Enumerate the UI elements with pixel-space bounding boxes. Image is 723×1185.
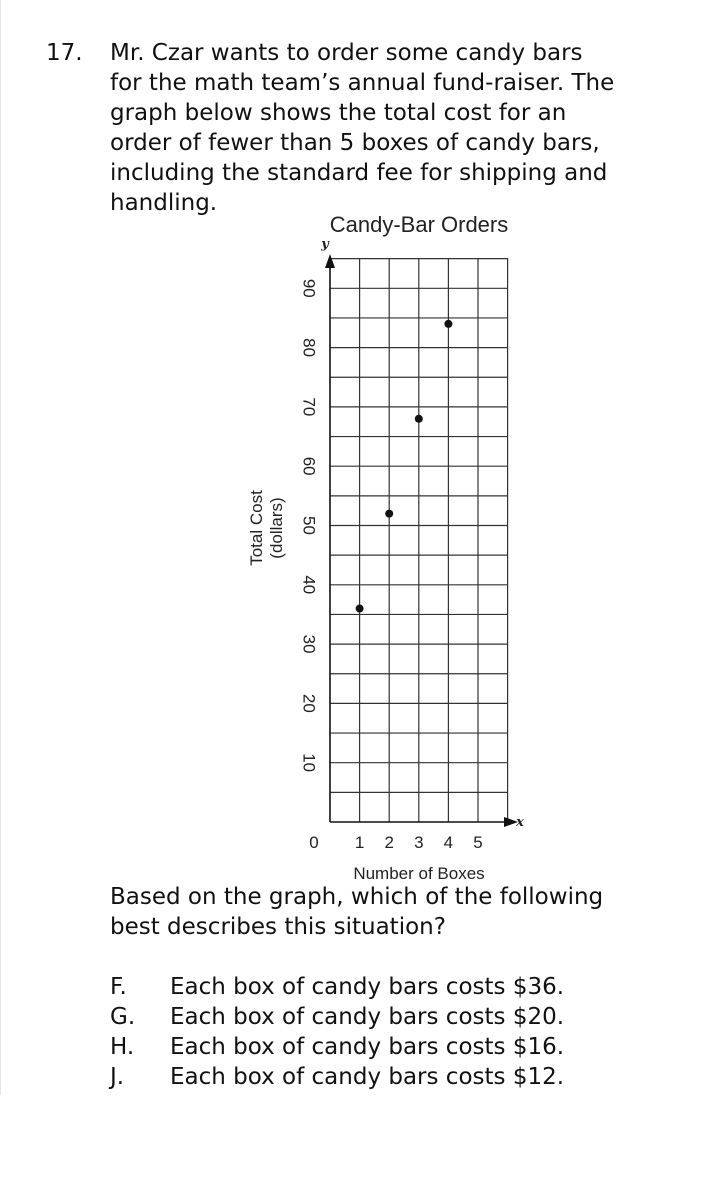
x-axis-label: Number of Boxes <box>353 864 485 883</box>
chart-title: Candy-Bar Orders <box>329 212 509 237</box>
choice-text: Each box of candy bars costs $12. <box>170 1064 565 1090</box>
y-tick-label: 60 <box>299 456 319 476</box>
choice-text: Each box of candy bars costs $36. <box>170 974 565 1000</box>
y-axis-label-line1: Total Cost <box>247 490 266 566</box>
prompt-line: best describes this situation? <box>110 914 446 940</box>
y-tick-label: 80 <box>299 338 319 358</box>
y-axis-label-line2: (dollars) <box>267 497 286 559</box>
chart-grid <box>330 258 508 822</box>
data-point <box>356 605 364 613</box>
stem-line: Mr. Czar wants to order some candy bars <box>110 40 583 66</box>
y-axis-letter: y <box>321 237 329 252</box>
x-tick-label: 1 <box>354 833 365 852</box>
choice-text: Each box of candy bars costs $16. <box>170 1034 565 1060</box>
x-tick-label: 4 <box>443 833 454 852</box>
choice-letter: H. <box>110 1034 135 1060</box>
y-tick-label: 10 <box>299 753 319 773</box>
y-axis-arrow <box>325 254 335 268</box>
stem-line: graph below shows the total cost for an <box>110 100 567 126</box>
choice-j[interactable] <box>110 1062 564 1092</box>
choice-text: Each box of candy bars costs $20. <box>170 1004 565 1030</box>
y-tick-label: 50 <box>299 516 319 535</box>
y-axis-label <box>247 490 286 566</box>
y-tick-label: 40 <box>299 575 319 595</box>
stem-line: order of fewer than 5 boxes of candy bars, <box>110 130 600 156</box>
question-number: 17. <box>46 40 83 66</box>
choice-letter: G. <box>110 1004 136 1030</box>
data-point <box>444 320 452 328</box>
question-prompt <box>110 882 700 942</box>
y-tick-label: 20 <box>299 693 319 713</box>
chart-ticks <box>300 279 483 852</box>
choice-letter: F. <box>110 974 127 1000</box>
x-tick-label: 2 <box>384 833 394 852</box>
choice-letter: J. <box>110 1064 125 1090</box>
x-tick-label: 3 <box>414 833 424 852</box>
chart-axes <box>325 254 518 827</box>
x-axis-letter: x <box>516 815 524 830</box>
y-tick-label: 90 <box>299 278 319 298</box>
answer-choices <box>110 972 564 1092</box>
data-point <box>385 510 393 518</box>
y-tick-label: 70 <box>299 397 319 417</box>
y-tick-label: 30 <box>299 634 319 654</box>
x-tick-label: 5 <box>473 833 483 852</box>
choice-h[interactable] <box>110 1032 564 1062</box>
stem-line: for the math team’s annual fund-raiser. The <box>110 70 615 96</box>
choice-f[interactable] <box>110 972 564 1002</box>
data-point <box>415 415 423 423</box>
stem-line: including the standard fee for shipping and <box>110 160 608 186</box>
x-tick-label: 0 <box>309 833 319 852</box>
choice-g[interactable] <box>110 1002 564 1032</box>
stem-line: handling. <box>110 190 218 216</box>
prompt-line: Based on the graph, which of the following <box>110 884 604 910</box>
